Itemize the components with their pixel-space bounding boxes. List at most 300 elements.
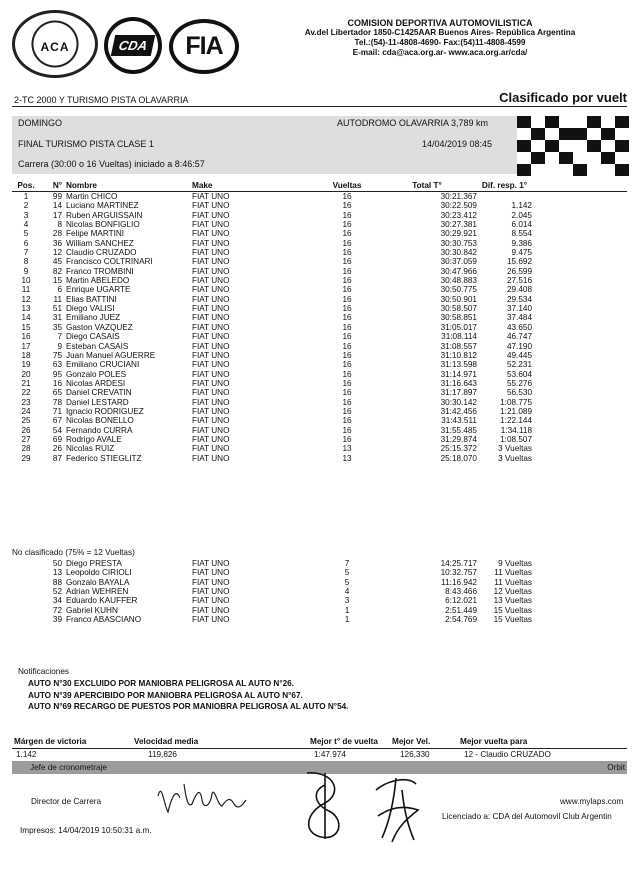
notification-item: AUTO N°39 APERCIBIDO POR MANIOBRA PELIGROSA AL AUTO N°67.	[28, 690, 303, 700]
cell-laps: 16	[342, 276, 352, 286]
cell-diff: 46.747	[506, 332, 532, 342]
cell-name: Franco TROMBINI	[66, 266, 134, 276]
org-address: Av.del Libertador 1850-C1425AAR Buenos Aires- República Argentina	[304, 28, 576, 37]
cell-make: FIAT UNO	[192, 248, 230, 258]
cell-total: 14:25.717	[440, 559, 477, 568]
cell-laps: 16	[342, 266, 352, 276]
cell-diff: 1.142	[511, 201, 532, 211]
not-classified-body	[12, 559, 627, 624]
cell-pos: 28	[21, 444, 31, 454]
cell-diff: 26.599	[506, 266, 532, 276]
checker-square	[615, 116, 629, 128]
table-row	[12, 257, 627, 266]
checker-square	[615, 140, 629, 152]
table-header-row	[12, 180, 627, 192]
cell-diff: 9 Vueltas	[498, 559, 532, 568]
cell-total: 11:16.942	[441, 577, 477, 587]
cell-laps: 13	[342, 453, 352, 463]
cell-name: Diego VALISI	[66, 304, 115, 314]
col-num: N°	[40, 180, 66, 192]
checker-square	[587, 140, 601, 152]
cell-num: 34	[52, 596, 62, 606]
cell-name: Emiliano CRUCIANI	[66, 360, 140, 370]
cell-laps: 3	[344, 596, 350, 606]
table-row	[12, 295, 627, 304]
cell-diff: 29.408	[506, 285, 532, 295]
cell-make: FIAT UNO	[192, 369, 230, 379]
cell-name: Fernando CURRA	[66, 425, 133, 435]
cell-make: FIAT UNO	[192, 596, 230, 606]
cell-pos: 29	[21, 453, 31, 463]
checker-square	[517, 140, 531, 152]
cell-diff: 47.190	[506, 341, 532, 351]
cell-make: FIAT UNO	[192, 192, 230, 201]
cell-diff: 1:21.089	[500, 406, 532, 416]
table-row	[12, 398, 627, 407]
cell-laps: 16	[342, 304, 352, 314]
cell-num: 28	[52, 229, 62, 239]
cell-diff: 43.650	[506, 322, 532, 332]
cell-make: FIAT UNO	[192, 559, 230, 568]
cell-total: 31:05.017	[440, 322, 477, 332]
cell-total: 30:58.851	[440, 313, 477, 323]
cell-total: 30:30.842	[440, 248, 477, 258]
cell-diff: 9.475	[511, 248, 532, 258]
notifications-title: Notificaciones	[18, 667, 69, 676]
report-title: Clasificado por vuelt	[499, 90, 627, 105]
cell-name: William SANCHEZ	[66, 238, 134, 248]
cell-pos: 2	[23, 201, 29, 211]
checker-square	[587, 116, 601, 128]
checker-square	[531, 152, 545, 164]
cell-laps: 16	[342, 434, 352, 444]
fia-logo: FIA	[169, 19, 239, 74]
cell-laps: 1	[344, 605, 350, 615]
cell-make: FIAT UNO	[192, 294, 230, 304]
cell-num: 63	[52, 360, 62, 370]
not-classified-wrapper	[12, 559, 627, 624]
cell-name: Gonzalo POLES	[66, 369, 127, 379]
cell-make: FIAT UNO	[192, 285, 230, 295]
cell-diff: 1:34.118	[500, 425, 532, 435]
cell-make: FIAT UNO	[192, 229, 230, 239]
cell-make: FIAT UNO	[192, 210, 230, 220]
table-row	[12, 342, 627, 351]
cell-num: 26	[52, 444, 62, 454]
cell-make: FIAT UNO	[192, 266, 230, 276]
cell-name: Federico STIEGLITZ	[66, 453, 142, 463]
cell-diff: 1:08.507	[500, 434, 532, 444]
cell-total: 31:13.598	[440, 360, 477, 370]
cell-laps: 16	[342, 192, 352, 201]
table-row	[12, 416, 627, 425]
cell-diff: 56.530	[506, 388, 532, 398]
cell-total: 25:15.372	[440, 444, 477, 454]
cell-total: 31:42.456	[440, 406, 477, 416]
checkered-flag-pattern	[517, 116, 627, 174]
cell-total: 31:10.812	[440, 350, 477, 360]
cell-num: 67	[52, 416, 62, 426]
session-info	[12, 116, 517, 174]
cell-make: FIAT UNO	[192, 350, 230, 360]
cell-laps: 16	[342, 350, 352, 360]
cell-total: 30:58.507	[440, 304, 477, 314]
cell-make: FIAT UNO	[192, 453, 230, 463]
cell-num: 72	[52, 605, 62, 615]
cell-laps: 16	[342, 285, 352, 295]
cell-name: Enrique UGARTE	[66, 285, 131, 295]
cell-laps: 7	[344, 559, 350, 568]
cell-diff: 8.554	[511, 229, 532, 239]
col-make: Make	[192, 180, 317, 192]
cell-diff: 3 Vueltas	[498, 444, 532, 454]
org-title: COMISION DEPORTIVA AUTOMOVILISTICA	[347, 18, 533, 28]
cell-make: FIAT UNO	[192, 220, 230, 230]
col-diff: Dif. resp. 1°	[477, 180, 532, 192]
cell-total: 30:30.142	[440, 397, 477, 407]
cell-total: 8:43.466	[445, 587, 477, 597]
cell-num: 45	[52, 257, 62, 267]
website-label: www.mylaps.com	[560, 797, 624, 806]
cell-pos: 15	[21, 322, 31, 332]
license-label: Licenciado a: CDA del Automovil Club Argentin	[442, 812, 612, 821]
results-body	[12, 192, 627, 463]
cell-make: FIAT UNO	[192, 378, 230, 388]
cell-num: 51	[52, 304, 62, 314]
cell-num: 6	[57, 285, 62, 295]
notification-item: AUTO N°30 EXCLUIDO POR MANIOBRA PELIGROSA AL AUTO N°26.	[28, 679, 294, 688]
cell-num: 35	[52, 322, 62, 332]
cell-diff: 53.604	[506, 369, 532, 379]
timing-chief-label: Jefe de cronometraje	[30, 763, 107, 772]
col-total: Total T°	[377, 180, 477, 192]
cell-pos: 14	[21, 313, 31, 323]
cell-num: 52	[52, 587, 62, 597]
cell-total: 30:29.921	[440, 229, 477, 239]
cell-pos: 26	[21, 425, 31, 435]
checker-square	[545, 116, 559, 128]
cell-diff: 1:08.775	[500, 397, 532, 407]
table-row	[12, 351, 627, 360]
cell-name: Luciano MARTINEZ	[66, 201, 139, 211]
checker-square	[573, 164, 587, 176]
table-row	[12, 323, 627, 332]
cell-name: Daniel CREVATIN	[66, 388, 132, 398]
cell-num: 36	[52, 238, 62, 248]
cell-name: Gonzalo BAYALA	[66, 577, 130, 587]
cell-num: 13	[52, 568, 62, 578]
table-row	[12, 239, 627, 248]
aca-logo: ACA	[12, 10, 98, 78]
cell-laps: 16	[342, 238, 352, 248]
cell-laps: 16	[342, 378, 352, 388]
cell-total: 31:14.971	[440, 369, 477, 379]
best-speed-value: 126,330	[400, 750, 430, 759]
cell-laps: 16	[342, 229, 352, 239]
cell-pos: 22	[21, 388, 31, 398]
cell-total: 6:12.021	[445, 596, 477, 606]
cell-name: Martin ABELEDO	[66, 276, 130, 286]
table-row	[12, 370, 627, 379]
cell-name: Nicolas BONFIGLIO	[66, 220, 140, 230]
cda-logo: CDA	[104, 17, 162, 74]
signature-race-director	[150, 776, 255, 821]
cell-total: 31:08.557	[440, 341, 477, 351]
cell-make: FIAT UNO	[192, 341, 230, 351]
cell-name: Daniel LESTARD	[66, 397, 129, 407]
table-row	[12, 454, 627, 463]
cell-num: 50	[52, 559, 62, 568]
cell-pos: 13	[21, 304, 31, 314]
cell-pos: 4	[23, 220, 29, 230]
session-datetime: 14/04/2019 08:45	[422, 139, 493, 149]
cell-num: 39	[52, 615, 62, 625]
cell-pos: 1	[23, 192, 29, 201]
best-lap-label: Mejor vuelta para	[460, 737, 528, 746]
cell-num: 87	[52, 453, 62, 463]
cell-pos: 7	[23, 248, 29, 258]
checker-square	[573, 128, 587, 140]
cell-num: 12	[52, 248, 62, 258]
cell-laps: 16	[342, 360, 352, 370]
cell-name: Esteban CASAIS	[66, 341, 129, 351]
cell-pos: 17	[21, 341, 31, 351]
checker-square	[559, 128, 573, 140]
cell-num: 54	[52, 425, 62, 435]
cell-diff: 3 Vueltas	[498, 453, 532, 463]
cell-pos: 21	[21, 378, 31, 388]
cell-name: Nicolas ARDESI	[66, 378, 126, 388]
margin-label: Márgen de victoria	[14, 737, 87, 746]
cell-make: FIAT UNO	[192, 201, 230, 211]
org-phone: Tel.:(54)-11-4808-4690- Fax:(54)11-4808-4599	[354, 38, 526, 47]
table-row	[12, 578, 627, 587]
signature-2	[368, 770, 428, 845]
table-row	[12, 192, 627, 202]
best-time-label: Mejor t° de vuelta	[310, 737, 378, 746]
cell-diff: 15 Vueltas	[493, 615, 532, 625]
signature-1	[295, 763, 355, 843]
cell-make: FIAT UNO	[192, 304, 230, 314]
cell-diff: 37.484	[506, 313, 532, 323]
cell-name: Eduardo KAUFFER	[66, 596, 138, 606]
cell-num: 9	[57, 341, 62, 351]
cell-diff: 52.231	[506, 360, 532, 370]
cell-laps: 13	[342, 444, 352, 454]
cell-num: 78	[52, 397, 62, 407]
checker-square	[559, 152, 573, 164]
cell-name: Ruben ARGUISSAIN	[66, 210, 143, 220]
cell-laps: 16	[342, 397, 352, 407]
race-director-label: Director de Carrera	[31, 797, 102, 806]
best-time-value: 1:47.974	[314, 750, 346, 759]
table-row	[12, 568, 627, 577]
cell-pos: 24	[21, 406, 31, 416]
checker-square	[531, 128, 545, 140]
table-row	[12, 201, 627, 210]
cell-laps: 4	[344, 587, 350, 597]
cell-diff	[477, 192, 532, 202]
session-name: FINAL TURISMO PISTA CLASE 1	[18, 139, 154, 149]
table-row	[12, 606, 627, 615]
cell-make: FIAT UNO	[192, 605, 230, 615]
checker-square	[601, 128, 615, 140]
col-laps: Vueltas	[317, 180, 377, 192]
cell-laps: 16	[342, 248, 352, 258]
checker-square	[545, 140, 559, 152]
cell-laps: 16	[342, 294, 352, 304]
cell-num: 82	[52, 266, 62, 276]
cell-pos: 18	[21, 350, 31, 360]
cell-diff: 29.534	[506, 294, 532, 304]
cell-make: FIAT UNO	[192, 313, 230, 323]
table-row	[12, 220, 627, 229]
document-header	[0, 0, 639, 80]
checker-square	[517, 164, 531, 176]
cell-make: FIAT UNO	[192, 276, 230, 286]
cell-total: 30:50.775	[440, 285, 477, 295]
race-info: Carrera (30:00 o 16 Vueltas) iniciado a 8:46:57	[18, 159, 205, 169]
cell-total: 30:30.753	[440, 238, 477, 248]
col-pos: Pos.	[12, 180, 40, 192]
cell-num: 7	[57, 332, 62, 342]
cell-diff: 12 Vueltas	[493, 587, 532, 597]
table-row	[12, 285, 627, 294]
cell-make: FIAT UNO	[192, 332, 230, 342]
cell-diff: 55.276	[506, 378, 532, 388]
table-row	[12, 313, 627, 322]
cell-pos: 12	[21, 294, 31, 304]
cell-laps: 16	[342, 201, 352, 211]
table-row	[12, 559, 627, 568]
checker-square	[615, 164, 629, 176]
cell-total: 30:21.367	[440, 192, 477, 201]
cell-total: 30:50.901	[440, 294, 477, 304]
org-email: E-mail: cda@aca.org.ar- www.aca.org.ar/cda/	[352, 48, 528, 57]
cell-total: 25:18.070	[440, 453, 477, 463]
results-table	[12, 180, 627, 463]
cell-total: 30:27.381	[440, 220, 477, 230]
cell-diff: 15 Vueltas	[493, 605, 532, 615]
cell-laps: 1	[344, 615, 350, 625]
cell-diff: 9.386	[511, 238, 532, 248]
cell-pos: 19	[21, 360, 31, 370]
cell-laps: 16	[342, 220, 352, 230]
cell-num: 71	[52, 406, 62, 416]
cell-make: FIAT UNO	[192, 434, 230, 444]
cell-make: FIAT UNO	[192, 425, 230, 435]
cell-pos: 25	[21, 416, 31, 426]
cell-laps: 16	[342, 425, 352, 435]
orbit-label: Orbit	[607, 763, 625, 772]
cell-make: FIAT UNO	[192, 322, 230, 332]
cell-name: Adrian WEHREN	[66, 587, 129, 597]
cell-num: 8	[57, 220, 62, 230]
speed-value: 119,826	[148, 750, 177, 759]
cell-num: 75	[52, 350, 62, 360]
cell-total: 30:47.966	[440, 266, 477, 276]
event-bar	[12, 90, 627, 107]
cell-name: Claudio CRUZADO	[66, 248, 137, 258]
cell-laps: 16	[342, 332, 352, 342]
cell-pos: 3	[23, 210, 29, 220]
cell-total: 31:43.511	[441, 416, 477, 426]
cell-pos: 8	[23, 257, 29, 267]
cell-laps: 16	[342, 406, 352, 416]
session-day: DOMINGO	[18, 118, 62, 128]
organization-info	[260, 18, 620, 58]
best-speed-label: Mejor Vel.	[392, 737, 431, 746]
best-lap-value: 12 - Claudio CRUZADO	[464, 750, 551, 759]
cell-diff: 15.692	[506, 257, 532, 267]
notification-item: AUTO N°69 RECARGO DE PUESTOS POR MANIOBRA PELIGROSA AL AUTO N°54.	[28, 702, 349, 711]
cell-name: Diego CASAIS	[66, 332, 120, 342]
cell-pos: 6	[23, 238, 29, 248]
cell-make: FIAT UNO	[192, 406, 230, 416]
cell-num: 88	[52, 577, 62, 587]
cell-total: 30:37.059	[440, 257, 477, 267]
cell-diff: 11 Vueltas	[494, 568, 532, 578]
cell-make: FIAT UNO	[192, 615, 230, 625]
table-row	[12, 444, 627, 453]
cell-num: 95	[52, 369, 62, 379]
cell-laps: 16	[342, 416, 352, 426]
cell-name: Rodrigo AVALE	[66, 434, 122, 444]
cell-diff: 2.045	[511, 210, 532, 220]
cell-make: FIAT UNO	[192, 397, 230, 407]
table-row	[12, 388, 627, 397]
not-classified-table	[12, 559, 627, 624]
cell-name: Emiliano JUEZ	[66, 313, 121, 323]
cell-laps: 16	[342, 257, 352, 267]
notifications	[20, 667, 620, 713]
summary-value-row	[12, 749, 627, 762]
table-row	[12, 267, 627, 276]
cell-total: 31:08.114	[441, 332, 477, 342]
cell-name: Felipe MARTINI	[66, 229, 125, 239]
cell-name: Nicolas RUIZ	[66, 444, 115, 454]
margin-value: 1.142	[16, 750, 37, 759]
printed-timestamp: Impresos: 14/04/2019 10:50:31 a.m.	[20, 826, 152, 835]
cell-num: 16	[52, 378, 62, 388]
cell-name: Francisco COLTRINARI	[66, 257, 153, 267]
cell-name: Elias BATTINI	[66, 294, 117, 304]
cell-pos: 9	[23, 266, 29, 276]
cell-diff: 13 Vueltas	[493, 596, 532, 606]
summary-header-row	[12, 736, 627, 749]
cell-pos: 23	[21, 397, 31, 407]
cell-diff: 37.140	[506, 304, 532, 314]
cell-num: 31	[52, 313, 62, 323]
cell-laps: 16	[342, 322, 352, 332]
cell-diff: 11 Vueltas	[494, 577, 532, 587]
cell-total: 31:29.874	[440, 434, 477, 444]
cell-pos: 16	[21, 332, 31, 342]
cell-make: FIAT UNO	[192, 388, 230, 398]
table-row	[12, 304, 627, 313]
table-row	[12, 587, 627, 596]
cell-total: 30:23.412	[440, 210, 477, 220]
cell-make: FIAT UNO	[192, 257, 230, 267]
cell-name: Ignacio RODRIGUEZ	[66, 406, 144, 416]
speed-label: Velocidad media	[134, 737, 199, 746]
cell-total: 30:22.509	[440, 201, 477, 211]
cell-num: 65	[52, 388, 62, 398]
cell-pos: 11	[21, 285, 31, 295]
cell-make: FIAT UNO	[192, 416, 230, 426]
cell-pos: 10	[21, 276, 31, 286]
col-name: Nombre	[66, 180, 192, 192]
